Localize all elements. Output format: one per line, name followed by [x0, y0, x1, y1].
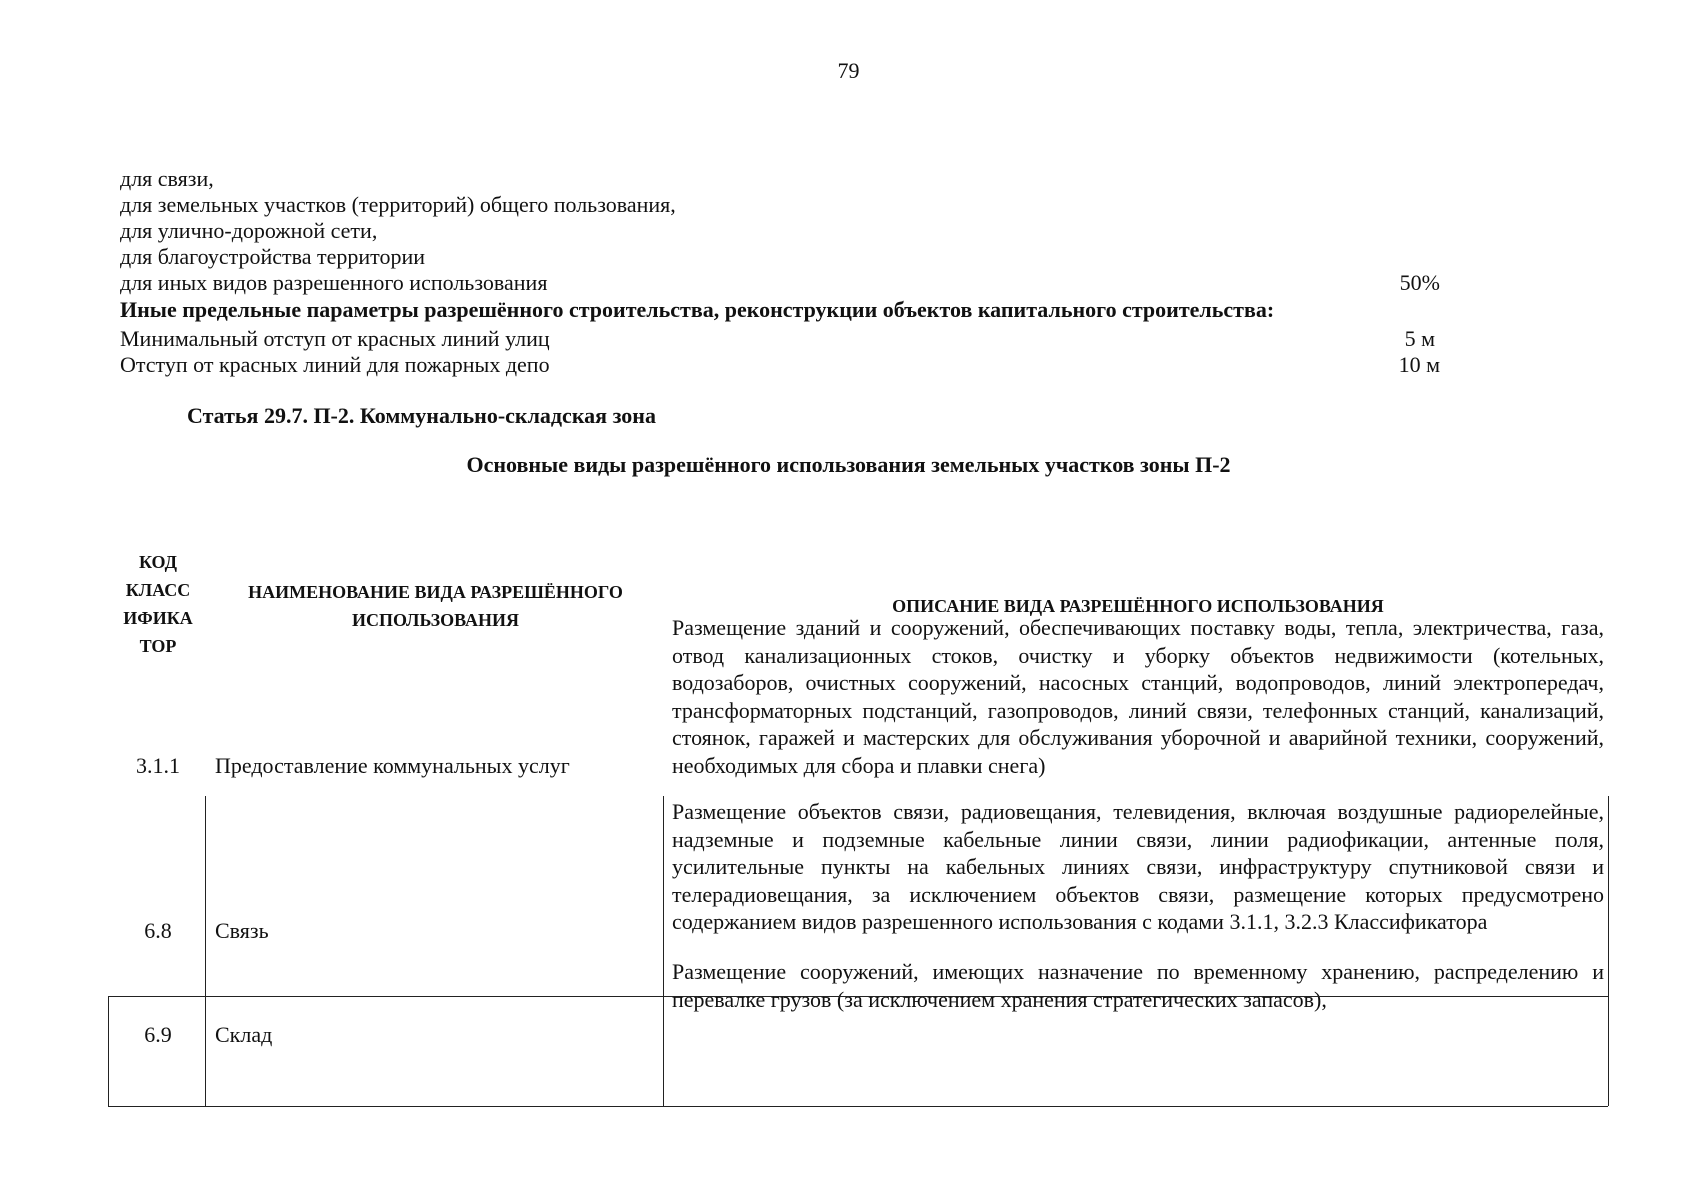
table-border — [663, 796, 664, 1106]
intro-line: для земельных участков (территорий) общего пользования, — [120, 192, 676, 217]
table-border — [108, 996, 1608, 997]
intro-line: для иных видов разрешенного использования — [120, 270, 548, 295]
header-code: КОД КЛАСС ИФИКА ТОР — [123, 552, 193, 656]
table-border — [108, 1106, 1608, 1107]
intro-line: для благоустройства территории — [120, 244, 426, 269]
intro-line: для связи, — [120, 166, 214, 191]
params-heading: Иные предельные параметры разрешённого строительства, реконструкции объектов капитального строительства: — [120, 297, 1275, 322]
page-number: 79 — [837, 58, 860, 83]
row-code: 6.8 — [144, 918, 172, 943]
row-description: Размещение зданий и сооружений, обеспечивающих поставку воды, тепла, электричества, газа, отвод канализационных стоков, очистку и уборку объектов недвижимости (котельных, водозаборов, очистных сооружений, насосных станций, водопроводов, линий электропередач, трансформаторных подстанций, газопроводов, линий связи, телефонных станций, канализаций, стоянок, гаражей и мастерских для обслуживания уборочной и аварийной техники, сооружений, необходимых для сбора и плавки снега) — [672, 615, 1604, 778]
table-title: Основные виды разрешённого использования земельных участков зоны П-2 — [466, 452, 1231, 477]
row-name: Предоставление коммунальных услуг — [215, 753, 570, 778]
row-description: Размещение объектов связи, радиовещания, телевидения, включая воздушные радиорелейные, надземные и подземные кабельные линии связи, линии радиофикации, антенные поля, усилительные пункты на кабельных линиях связи, инфраструктуру спутниковой связи и телерадиовещания, за исключением объектов связи, размещение которых предусмотрено содержанием видов разрешенного использования с кодами 3.1.1, 3.2.3 Классификатора — [672, 799, 1604, 934]
header-description: ОПИСАНИЕ ВИДА РАЗРЕШЁННОГО ИСПОЛЬЗОВАНИЯ — [892, 596, 1384, 616]
intro-value: 50% — [1399, 270, 1440, 295]
row-name: Склад — [215, 1022, 273, 1047]
table-border — [108, 996, 109, 1106]
row-code: 6.9 — [144, 1022, 172, 1047]
header-name: НАИМЕНОВАНИЕ ВИДА РАЗРЕШЁННОГО ИСПОЛЬЗОВАНИЯ — [248, 582, 623, 630]
param-label: Отступ от красных линий для пожарных депо — [120, 352, 550, 377]
table-border — [205, 796, 206, 1106]
param-value: 5 м — [1404, 326, 1435, 351]
table-border — [1608, 796, 1609, 1106]
param-label: Минимальный отступ от красных линий улиц — [120, 326, 550, 351]
row-description: Размещение сооружений, имеющих назначение по временному хранению, распределению и перевалке грузов (за исключением хранения стратегических запасов), — [672, 959, 1604, 1012]
article-title: Статья 29.7. П-2. Коммунально-складская зона — [187, 403, 656, 428]
param-value: 10 м — [1398, 352, 1440, 377]
row-code: 3.1.1 — [136, 753, 180, 778]
intro-line: для улично-дорожной сети, — [120, 218, 378, 243]
row-name: Связь — [215, 918, 269, 943]
